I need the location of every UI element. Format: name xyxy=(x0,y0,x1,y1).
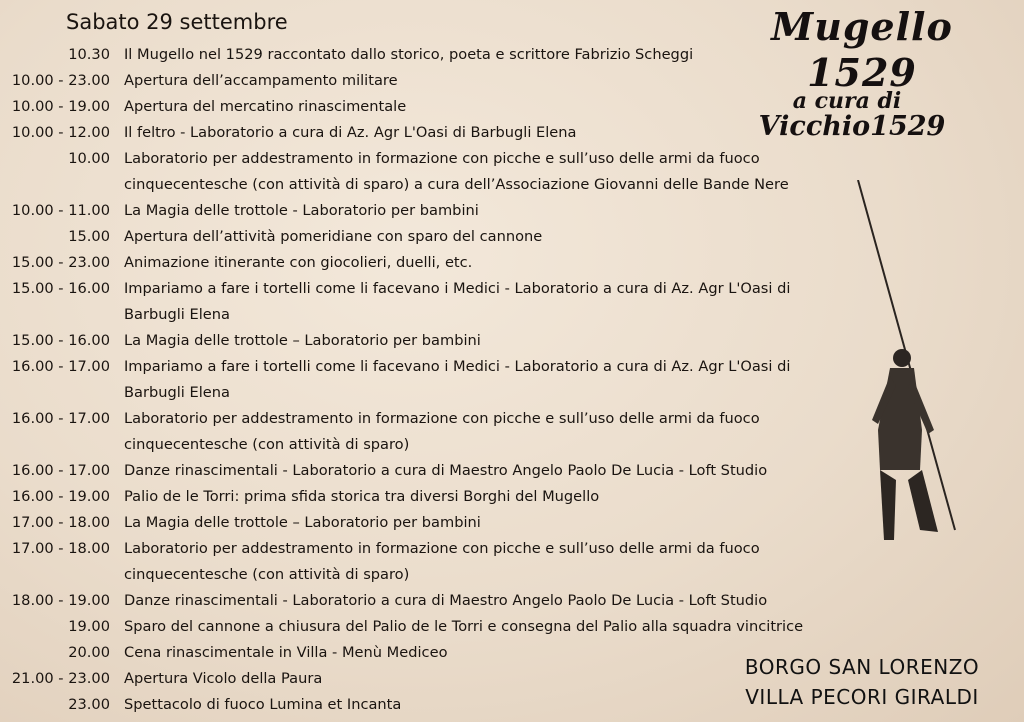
event-description-line: Barbugli Elena xyxy=(124,384,230,401)
event-description-line: Impariamo a fare i tortelli come li facevano i Medici - Laboratorio a cura di Az. Agr L'Oasi di xyxy=(124,280,791,297)
event-time: 15.00 - 23.00 xyxy=(11,254,110,271)
event-time: 10.00 - 23.00 xyxy=(11,72,110,89)
event-time: 19.00 xyxy=(68,618,110,635)
schedule-row xyxy=(0,354,840,406)
venue-line-2: VILLA PECORI GIRALDI xyxy=(745,685,979,709)
event-description-line: Palio de le Torri: prima sfida storica tra diversi Borghi del Mugello xyxy=(124,488,600,505)
schedule-row xyxy=(0,276,840,328)
venue-line-1: BORGO SAN LORENZO xyxy=(744,655,980,679)
schedule-list xyxy=(0,42,840,718)
event-description-line: Danze rinascimentali - Laboratorio a cura di Maestro Angelo Paolo De Lucia - Loft Studio xyxy=(124,592,768,609)
schedule-row xyxy=(0,614,840,640)
event-description xyxy=(124,276,834,328)
schedule-row xyxy=(0,120,840,146)
event-description xyxy=(124,120,834,146)
schedule-row xyxy=(0,484,840,510)
event-description-line: La Magia delle trottole – Laboratorio per bambini xyxy=(124,332,481,349)
event-time: 18.00 - 19.00 xyxy=(11,592,110,609)
event-description-line: cinquecentesche (con attività di sparo) xyxy=(124,566,410,583)
event-time: 16.00 - 19.00 xyxy=(11,488,110,505)
event-time: 23.00 xyxy=(68,696,110,713)
event-time: 17.00 - 18.00 xyxy=(11,540,110,557)
event-description-line: Il Mugello nel 1529 raccontato dallo storico, poeta e scrittore Fabrizio Scheggi xyxy=(124,46,694,63)
schedule-row xyxy=(0,198,840,224)
event-description xyxy=(124,614,834,640)
event-description-line: Barbugli Elena xyxy=(124,306,230,323)
event-description-line: Danze rinascimentali - Laboratorio a cura di Maestro Angelo Paolo De Lucia - Loft Studio xyxy=(124,462,768,479)
event-description-line: Laboratorio per addestramento in formazione con picche e sull’uso delle armi da fuoco xyxy=(124,540,760,557)
event-time: 16.00 - 17.00 xyxy=(11,358,110,375)
event-description-line: Laboratorio per addestramento in formazione con picche e sull’uso delle armi da fuoco xyxy=(124,410,760,427)
event-time: 20.00 xyxy=(68,644,110,661)
event-description-line: Animazione itinerante con giocolieri, duelli, etc. xyxy=(124,254,473,271)
schedule-row xyxy=(0,328,840,354)
day-title: Sabato 29 settembre xyxy=(66,10,288,34)
event-description xyxy=(124,146,834,198)
event-description xyxy=(124,354,834,406)
event-description xyxy=(124,250,834,276)
event-description xyxy=(124,406,834,458)
event-time: 10.00 xyxy=(68,150,110,167)
schedule-row xyxy=(0,68,840,94)
event-time: 21.00 - 23.00 xyxy=(11,670,110,687)
schedule-row xyxy=(0,406,840,458)
event-description-line: Apertura Vicolo della Paura xyxy=(124,670,323,687)
venue xyxy=(712,652,1012,712)
event-description-line: Apertura del mercatino rinascimentale xyxy=(124,98,407,115)
event-description-line: Apertura dell’attività pomeridiane con sparo del cannone xyxy=(124,228,543,245)
brand-line-3: Vicchio1529 xyxy=(758,111,946,142)
schedule-row xyxy=(0,510,840,536)
schedule-row xyxy=(0,94,840,120)
event-description xyxy=(124,510,834,536)
event-time: 16.00 - 17.00 xyxy=(11,462,110,479)
event-description-line: Spettacolo di fuoco Lumina et Incanta xyxy=(124,696,402,713)
schedule-row xyxy=(0,42,840,68)
event-time: 15.00 xyxy=(68,228,110,245)
event-description-line: cinquecentesche (con attività di sparo) xyxy=(124,436,410,453)
event-description xyxy=(124,42,834,68)
pikeman-illustration-icon xyxy=(850,180,970,560)
event-description xyxy=(124,484,834,510)
event-time: 15.00 - 16.00 xyxy=(11,280,110,297)
event-time: 16.00 - 17.00 xyxy=(11,410,110,427)
schedule-row xyxy=(0,588,840,614)
brand-line-1: Mugello 1529 xyxy=(771,4,953,95)
event-description-line: La Magia delle trottole - Laboratorio per bambini xyxy=(124,202,479,219)
event-description xyxy=(124,458,834,484)
event-description xyxy=(124,224,834,250)
event-description xyxy=(124,588,834,614)
event-description-line: Cena rinascimentale in Villa - Menù Mediceo xyxy=(124,644,448,661)
event-description-line: Laboratorio per addestramento in formazione con picche e sull’uso delle armi da fuoco xyxy=(124,150,760,167)
event-description xyxy=(124,198,834,224)
schedule-row xyxy=(0,224,840,250)
event-description-line: cinquecentesche (con attività di sparo) a cura dell’Associazione Giovanni delle Bande Nere xyxy=(124,176,789,193)
event-time: 10.00 - 19.00 xyxy=(11,98,110,115)
event-description-line: Il feltro - Laboratorio a cura di Az. Agr L'Oasi di Barbugli Elena xyxy=(124,124,577,141)
event-time: 10.00 - 12.00 xyxy=(11,124,110,141)
event-description xyxy=(124,68,834,94)
event-description xyxy=(124,94,834,120)
brand-line-2: a cura di xyxy=(792,88,902,114)
schedule-row xyxy=(0,250,840,276)
event-description xyxy=(124,536,834,588)
event-description-line: Apertura dell’accampamento militare xyxy=(124,72,398,89)
event-description-line: Sparo del cannone a chiusura del Palio de le Torri e consegna del Palio alla squadra vincitrice xyxy=(124,618,804,635)
event-description-line: Impariamo a fare i tortelli come li facevano i Medici - Laboratorio a cura di Az. Agr L'Oasi di xyxy=(124,358,791,375)
event-description-line: La Magia delle trottole – Laboratorio per bambini xyxy=(124,514,481,531)
schedule-row xyxy=(0,536,840,588)
schedule-row xyxy=(0,146,840,198)
event-time: 17.00 - 18.00 xyxy=(11,514,110,531)
event-time: 15.00 - 16.00 xyxy=(11,332,110,349)
schedule-row xyxy=(0,458,840,484)
event-description xyxy=(124,328,834,354)
event-time: 10.30 xyxy=(68,46,110,63)
event-time: 10.00 - 11.00 xyxy=(11,202,110,219)
